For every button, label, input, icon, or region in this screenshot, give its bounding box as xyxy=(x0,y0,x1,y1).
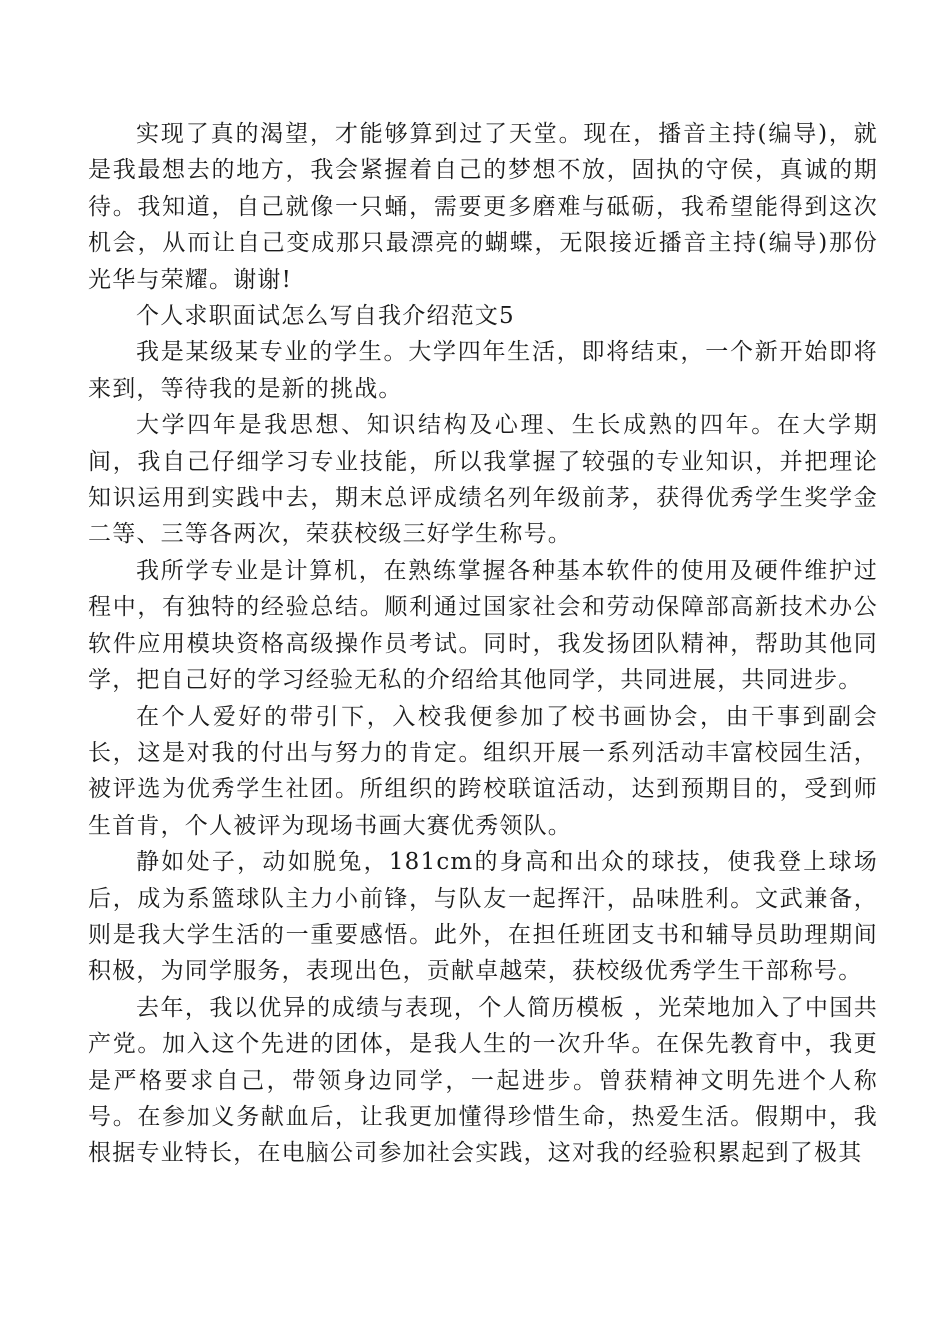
paragraph-7: 去年，我以优异的成绩与表现，个人简历模板 ，光荣地加入了中国共产党。加入这个先进的团体，是我人生的一次升华。在保先教育中，我更是严格要求自己，带领身边同学，一起进步。曾获精神文明先进个人称号。在参加义务献血后，让我更加懂得珍惜生命，热爱生活。假期中，我根据专业特长，在电脑公司参加社会实践，这对我的经验积累起到了极其 xyxy=(88,994,878,1167)
paragraph-4: 我所学专业是计算机，在熟练掌握各种基本软件的使用及硬件维护过程中，有独特的经验总结。顺利通过国家社会和劳动保障部高新技术办公软件应用模块资格高级操作员考试。同时，我发扬团队精神，帮助其他同学，把自己好的学习经验无私的介绍给其他同学，共同进展，共同进步。 xyxy=(88,557,878,694)
section-heading: 个人求职面试怎么写自我介绍范文5 xyxy=(136,303,515,330)
paragraph-2: 我是某级某专业的学生。大学四年生活，即将结束，一个新开始即将来到，等待我的是新的挑战。 xyxy=(88,339,878,402)
paragraph-1: 实现了真的渴望，才能够算到过了天堂。现在，播音主持(编导)，就是我最想去的地方，我会紧握着自己的梦想不放，固执的守侯，真诚的期待。我知道，自己就像一只蛹，需要更多磨难与砥砺，我希望能得到这次机会，从而让自己变成那只最漂亮的蝴蝶，无限接近播音主持(编导)那份光华与荣耀。谢谢! xyxy=(88,121,878,293)
document-body xyxy=(88,116,878,1172)
paragraph-5: 在个人爱好的带引下，入校我便参加了校书画协会，由干事到副会长，这是对我的付出与努力的肯定。组织开展一系列活动丰富校园生活，被评选为优秀学生社团。所组织的跨校联谊活动，达到预期目的，受到师生首肯，个人被评为现场书画大赛优秀领队。 xyxy=(88,703,878,839)
paragraph-6: 静如处子，动如脱兔，181cm的身高和出众的球技，使我登上球场后，成为系篮球队主力小前锋，与队友一起挥汗，品味胜利。文武兼备，则是我大学生活的一重要感悟。此外，在担任班团支书和辅导员助理期间积极，为同学服务，表现出色，贡献卓越荣，获校级优秀学生干部称号。 xyxy=(88,849,878,985)
paragraph-3: 大学四年是我思想、知识结构及心理、生长成熟的四年。在大学期间，我自己仔细学习专业技能，所以我掌握了较强的专业知识，并把理论知识运用到实践中去，期末总评成绩名列年级前茅，获得优秀学生奖学金二等、三等各两次，荣获校级三好学生称号。 xyxy=(88,412,878,548)
